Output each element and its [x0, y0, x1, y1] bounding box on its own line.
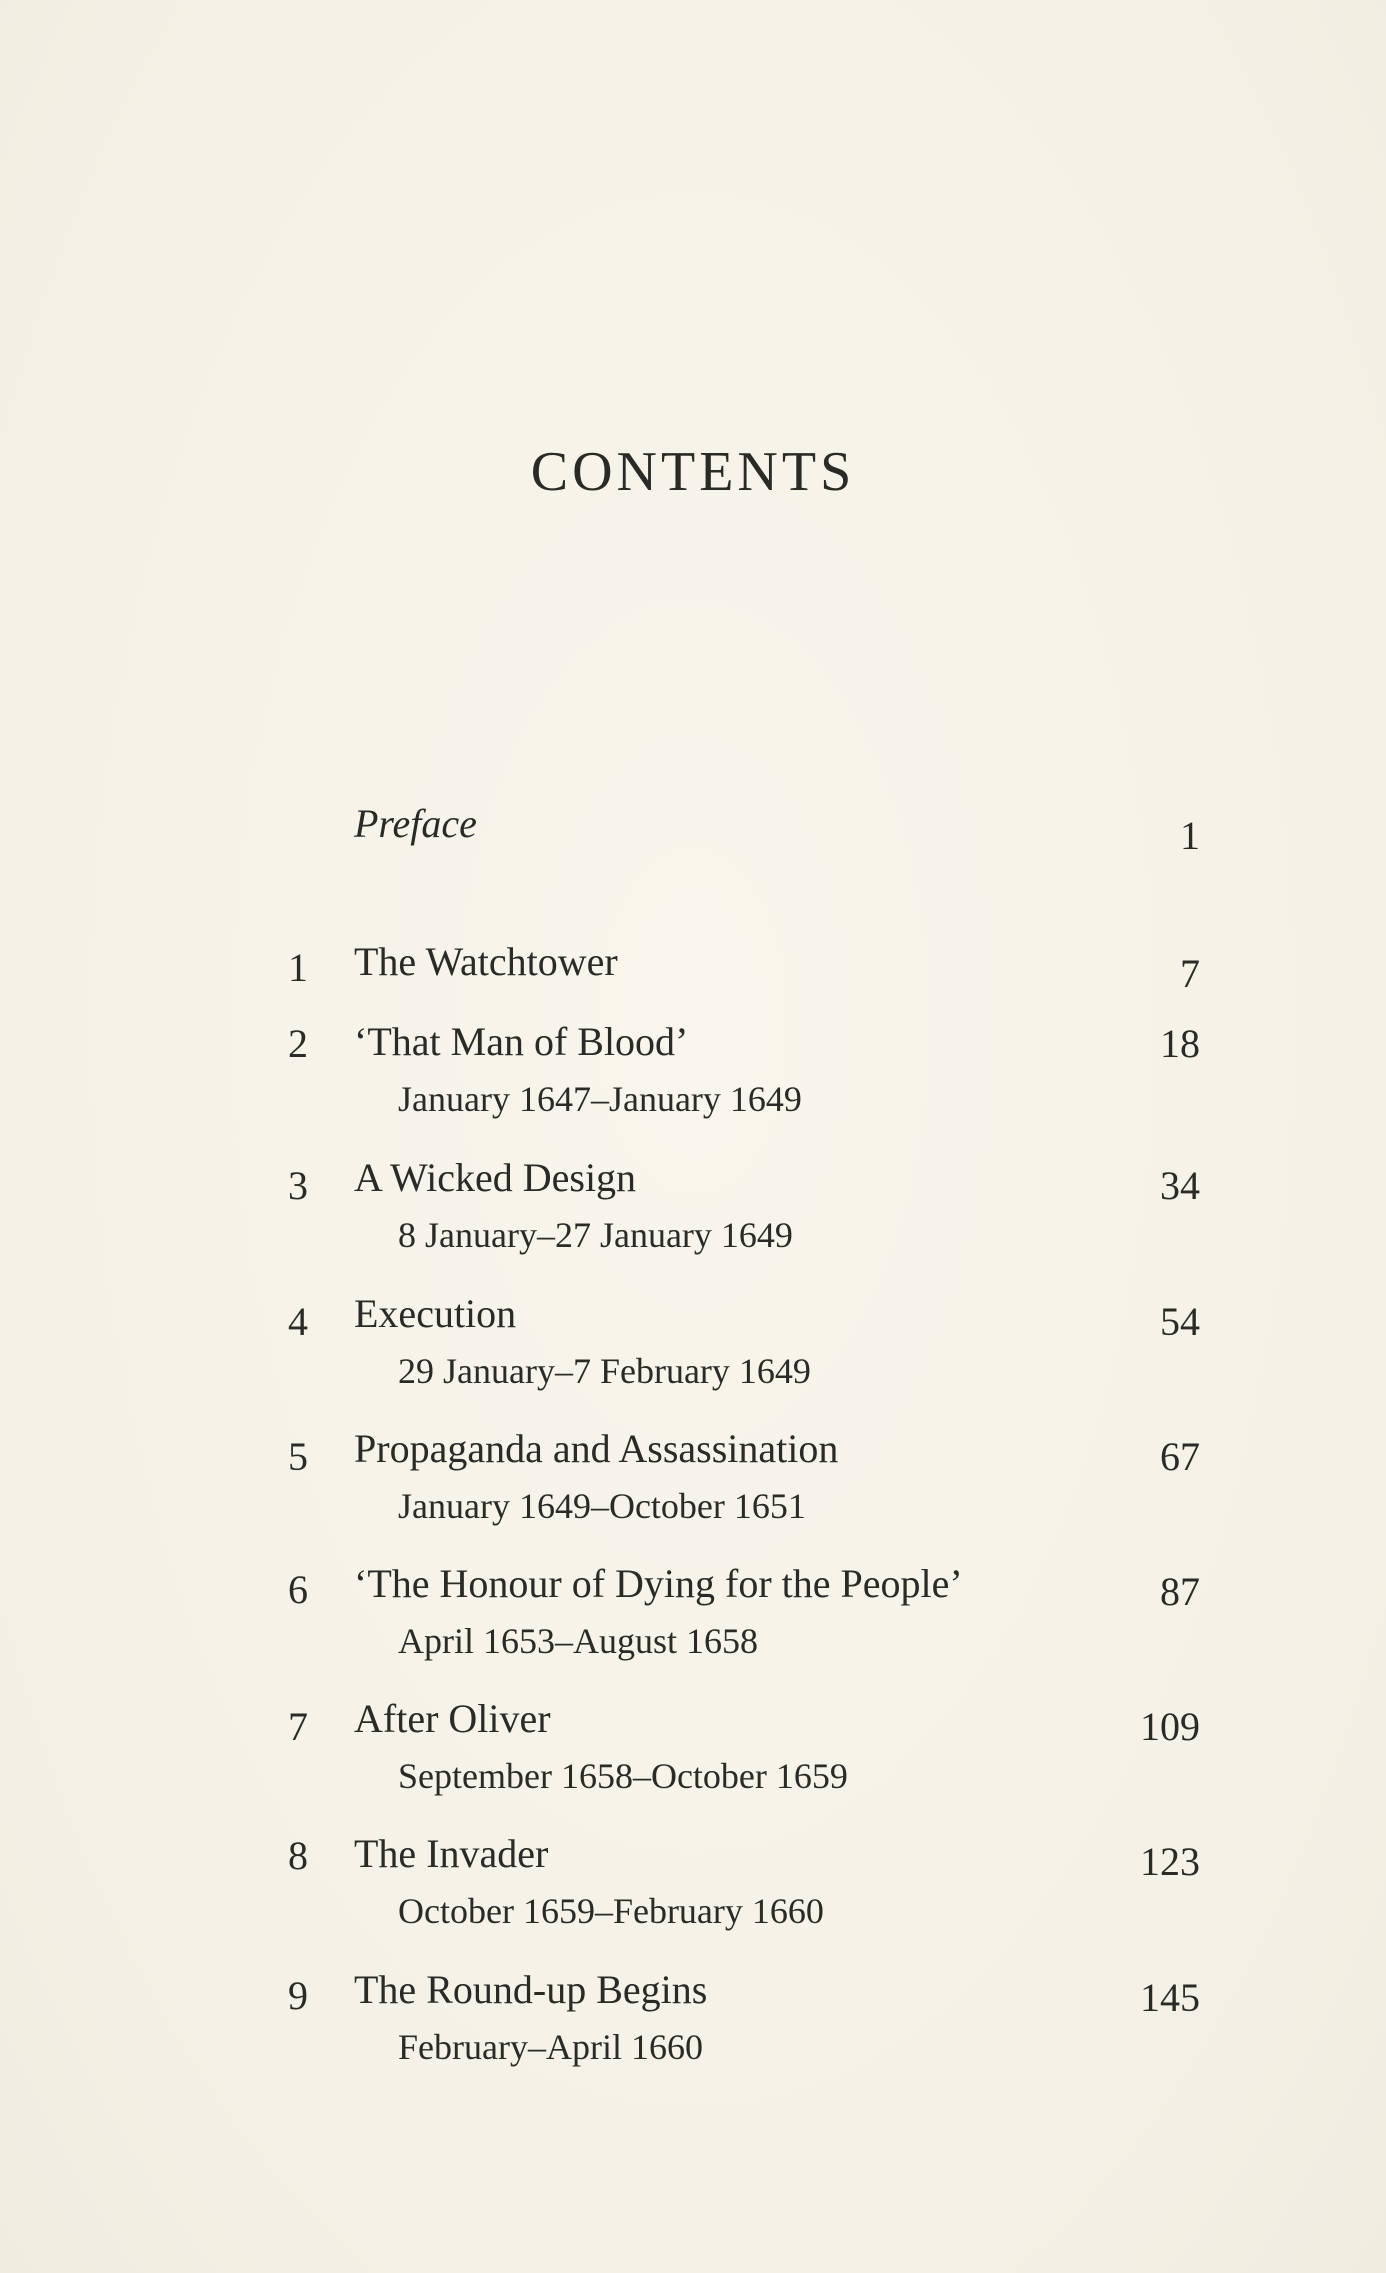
- entry-dates: 29 January–7 February 1649: [398, 1351, 811, 1391]
- entry-title: Propaganda and Assassination: [354, 1426, 839, 1471]
- chapter-number: 9: [288, 1973, 308, 2018]
- entry-page-number: 54: [1160, 1299, 1200, 1344]
- chapter-number: 5: [288, 1434, 308, 1479]
- chapter-number: 4: [288, 1299, 308, 1344]
- chapter-number: 2: [288, 1021, 308, 1066]
- entry-title: The Invader: [354, 1831, 549, 1876]
- page-title: CONTENTS: [530, 441, 856, 503]
- chapter-number: 1: [288, 945, 308, 990]
- entry-dates: 8 January–27 January 1649: [398, 1215, 793, 1255]
- entry-page-number: 109: [1140, 1704, 1200, 1749]
- entry-page-number: 1: [1180, 813, 1200, 858]
- entry-title: The Round-up Begins: [354, 1967, 708, 2012]
- chapter-number: 8: [288, 1833, 308, 1878]
- chapter-number: 7: [288, 1704, 308, 1749]
- entry-dates: January 1647–January 1649: [398, 1079, 802, 1119]
- entry-page-number: 145: [1140, 1975, 1200, 2020]
- entry-page-number: 123: [1140, 1839, 1200, 1884]
- chapter-number: 6: [288, 1567, 308, 1612]
- entry-title: After Oliver: [354, 1696, 551, 1741]
- entry-title: Execution: [354, 1291, 517, 1336]
- entry-title: The Watchtower: [354, 939, 618, 984]
- entry-title: Preface: [354, 801, 477, 846]
- entry-page-number: 7: [1180, 951, 1200, 996]
- entry-page-number: 34: [1160, 1163, 1200, 1208]
- entry-dates: April 1653–August 1658: [398, 1621, 758, 1661]
- entry-page-number: 18: [1160, 1021, 1200, 1066]
- entry-dates: February–April 1660: [398, 2027, 703, 2067]
- entry-page-number: 67: [1160, 1434, 1200, 1479]
- entry-page-number: 87: [1160, 1569, 1200, 1614]
- entry-dates: January 1649–October 1651: [398, 1486, 806, 1526]
- entry-title: A Wicked Design: [354, 1155, 637, 1200]
- chapter-number: 3: [288, 1163, 308, 1208]
- entry-title: ‘The Honour of Dying for the People’: [354, 1561, 963, 1606]
- entry-dates: October 1659–February 1660: [398, 1891, 824, 1931]
- entry-title: ‘That Man of Blood’: [354, 1019, 689, 1064]
- entry-dates: September 1658–October 1659: [398, 1756, 848, 1796]
